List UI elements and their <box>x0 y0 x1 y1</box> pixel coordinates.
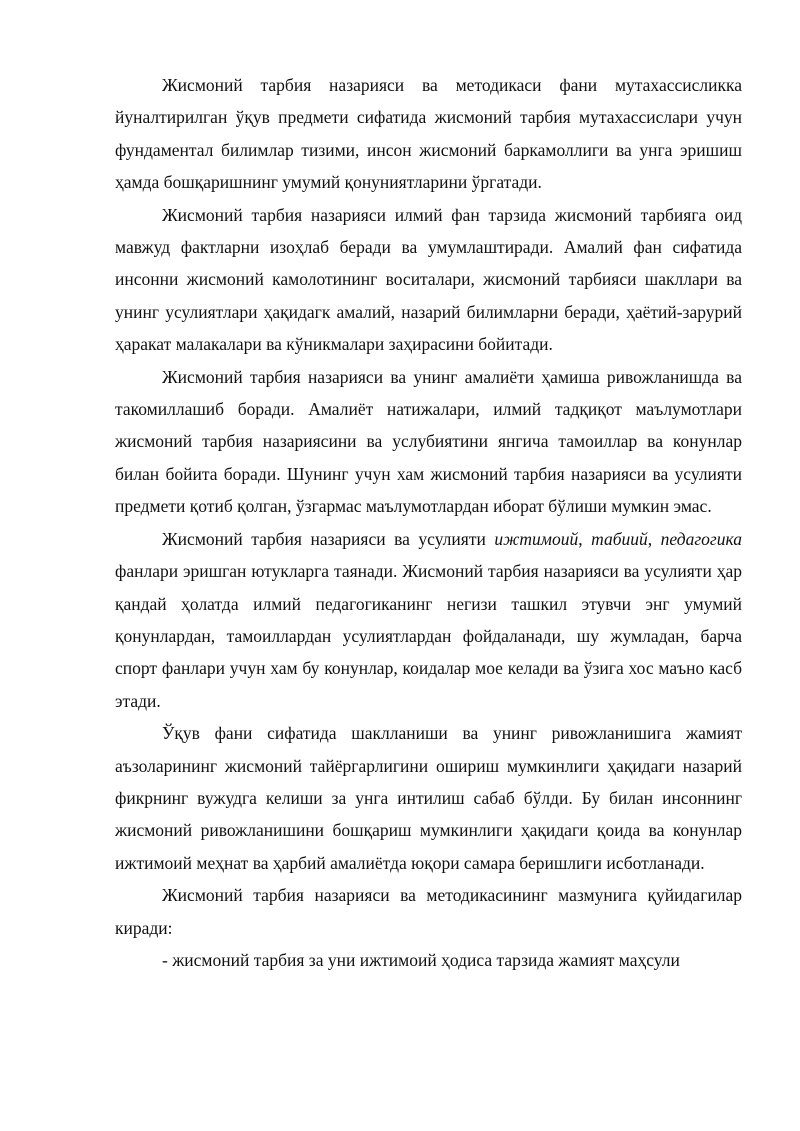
paragraph-1: Жисмоний тарбия назарияси ва методикаси фани мутахассисликка йуналтирилган ўқув предмети сифатида жисмоний тарбия мутахассислари учун фундаментал билимлар тизими, инсон жисмоний баркамоллиги ва унга эришиш ҳамда бошқаришнинг умумий қонуниятларини ўргатади. <box>115 75 742 193</box>
paragraph-4 <box>115 523 742 717</box>
list-item: - жисмоний тарбия за уни ижтимоий ҳодиса тарзида жамият маҳсули <box>162 949 680 970</box>
paragraph-6: Жисмоний тарбия назарияси ва методикасининг мазмунига қуйидагилар киради: <box>115 885 742 938</box>
paragraph-4-intro: Жисмоний тарбия назарияси ва усулияти <box>162 528 495 549</box>
paragraph-5: Ўқув фани сифатида шаклланиши ва унинг ривожланишига жамият аъзоларининг жисмоний тайёргарлигини ошириш мумкинлиги ҳақидаги назарий фикрнинг вужудга келиши за унга интилиш сабаб бўлди. Бу билан инсоннинг жисмоний ривожланишини бошқариш мумкинлиги ҳақидаги қоида ва конунлар ижтимоий меҳнат ва ҳарбий амалиётда юқори самара беришлиги исботланади. <box>115 723 742 873</box>
document-page <box>115 69 742 976</box>
emphasis-pedagogy: педагогика <box>660 528 743 549</box>
paragraph-2: Жисмоний тарбия назарияси илмий фан тарзида жисмоний тарбияга оид мавжуд фактларни изоҳлаб беради ва умумлаштиради. Амалий фан сифатида инсонни жисмоний камолотининг воситалари, жисмоний тарбияси шакллари ва унинг усулиятлари ҳақидагк амалий, назарий билимларни беради, ҳаётий-зарурий ҳаракат малакалари ва кўникмалари заҳирасини бойитади. <box>115 204 742 355</box>
paragraph-4-rest: фанлари эришган ютукларга таянади. Жисмоний тарбия назарияси ва усулияти ҳар қандай ҳолатда илмий педагогиканинг негизи ташкил этувчи энг умумий қонунлардан, тамоиллардан усулиятлардан фойдаланади, шу жумладан, барча спорт фанлари учун хам бу конунлар, коидалар мое келади ва ўзига хос маъно касб этади. <box>115 561 742 711</box>
separator: , <box>647 528 661 549</box>
emphasis-social: ижтимоий <box>494 528 579 549</box>
paragraph-3: Жисмоний тарбия назарияси ва унинг амалиёти ҳамиша ривожланишда ва такомиллашиб боради. Амалиёт натижалари, илмий тадқиқот маълумотлари жисмоний тарбия назариясини ва услубиятини янгича тамоиллар ва конунлар билан бойита боради. Шунинг учун хам жисмоний тарбия назарияси ва усулияти предмети қотиб қолган, ўзгармас маълумотлардан иборат бўлиши мумкин эмас. <box>115 366 742 517</box>
emphasis-natural: табиий <box>591 528 648 549</box>
separator: , <box>578 528 592 549</box>
